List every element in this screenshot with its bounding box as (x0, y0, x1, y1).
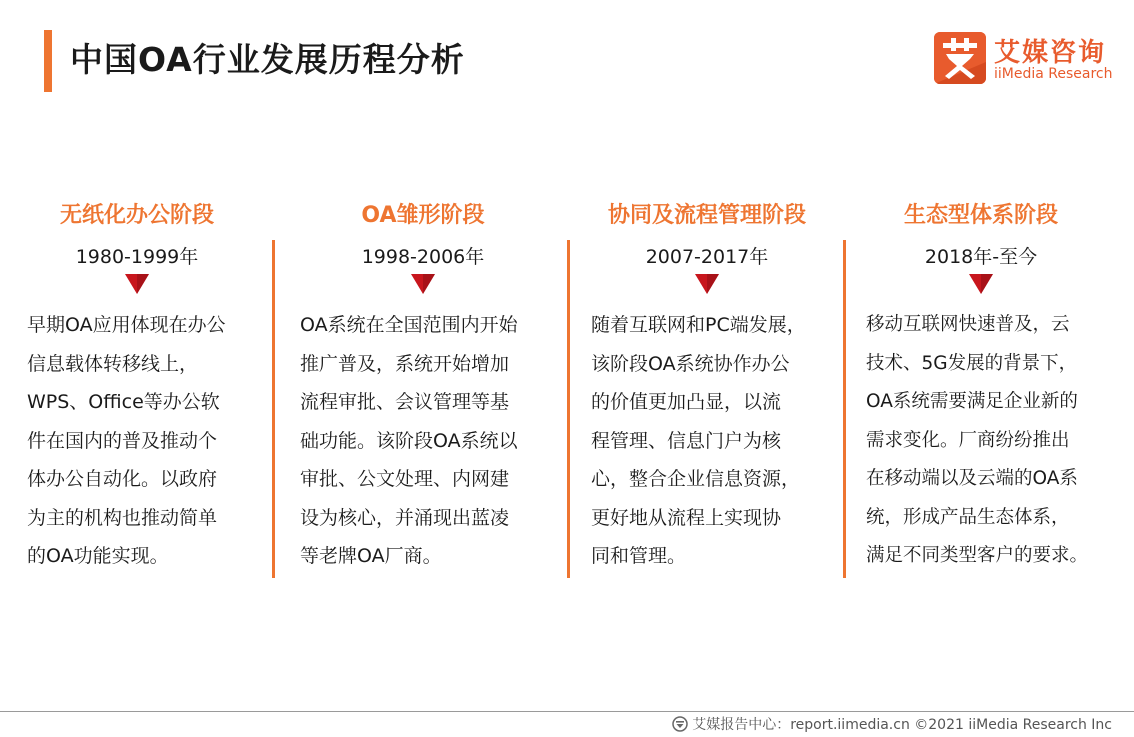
footer-divider (0, 711, 1134, 712)
stage-column-4 (846, 198, 1116, 576)
description-line: 为主的机构也推动简单 (27, 506, 218, 529)
description-line: 础功能。该阶段OA系统以 (300, 429, 518, 452)
down-triangle-icon (125, 274, 149, 294)
description-line: 信息载体转移线上， (27, 352, 199, 375)
description-line: 流程审批、会议管理等基 (300, 391, 510, 413)
iimedia-logo-mark-icon (934, 32, 986, 84)
stage-years: 1980-1999年 (75, 246, 199, 268)
stage-title: 协同及流程管理阶段 (607, 203, 806, 228)
description-line: 满足不同类型客户的要求。 (866, 545, 1089, 566)
description-line: OA系统在全国范围内开始 (300, 314, 518, 336)
description-line: 移动互联网快速普及，云 (866, 314, 1070, 335)
logo-name-en: iiMedia Research (994, 66, 1113, 82)
description-line: 早期OA应用体现在办公 (27, 314, 226, 336)
stage-title: 无纸化办公阶段 (59, 203, 214, 228)
stage-title: 生态型体系阶段 (903, 203, 1058, 228)
description-line: 的价值更加凸显，以流 (591, 391, 782, 413)
description-line: 体办公自动化。以政府 (27, 468, 218, 490)
description-line: 该阶段OA系统协作办公 (591, 352, 790, 375)
stage-description (572, 306, 842, 576)
description-line: 程管理、信息门户为核 (591, 429, 782, 452)
stage-description (288, 306, 558, 576)
footer-text: 艾媒报告中心：report.iimedia.cn ©2021 iiMedia Research Inc (692, 717, 1112, 733)
description-line: 随着互联网和PC端发展， (591, 314, 806, 336)
description-line: WPS、Office等办公软 (27, 391, 220, 413)
stage-column-1 (2, 198, 272, 576)
description-line: 等老牌OA厂商。 (300, 545, 442, 567)
stage-description (846, 306, 1116, 576)
stage-title: OA雏形阶段 (361, 203, 485, 228)
stage-years: 2018年-至今 (924, 246, 1038, 268)
title-accent-bar (44, 30, 52, 92)
logo-name-cn: 艾媒咨询 (994, 38, 1107, 68)
stage-years: 1998-2006年 (361, 246, 485, 268)
description-line: 需求变化。厂商纷纷推出 (866, 429, 1070, 451)
description-line: 设为核心，并涌现出蓝凌 (300, 506, 510, 529)
stage-divider (272, 240, 275, 578)
description-line: 同和管理。 (591, 545, 687, 567)
description-line: 在移动端以及云端的OA系 (866, 468, 1078, 489)
stage-column-2 (288, 198, 558, 576)
description-line: 技术、5G发展的背景下， (866, 352, 1078, 374)
iimedia-logo (934, 32, 1124, 88)
description-line: 件在国内的普及推动个 (27, 429, 218, 452)
stage-description (2, 306, 272, 576)
description-line: 统，形成产品生态体系， (866, 506, 1070, 528)
iimedia-small-logo-icon (672, 716, 688, 732)
page-title: 中国OA行业发展历程分析 (70, 40, 465, 79)
footer-source (672, 714, 1112, 734)
description-line: 推广普及，系统开始增加 (300, 352, 510, 375)
stage-column-3 (572, 198, 842, 576)
stage-divider (567, 240, 570, 578)
description-line: OA系统需要满足企业新的 (866, 391, 1078, 412)
description-line: 审批、公文处理、内网建 (300, 468, 510, 490)
description-line: 更好地从流程上实现协 (591, 506, 782, 529)
description-line: 心，整合企业信息资源， (591, 468, 801, 490)
description-line: 的OA功能实现。 (27, 545, 169, 567)
down-triangle-icon (969, 274, 993, 294)
down-triangle-icon (695, 274, 719, 294)
down-triangle-icon (411, 274, 435, 294)
stage-years: 2007-2017年 (645, 246, 769, 268)
